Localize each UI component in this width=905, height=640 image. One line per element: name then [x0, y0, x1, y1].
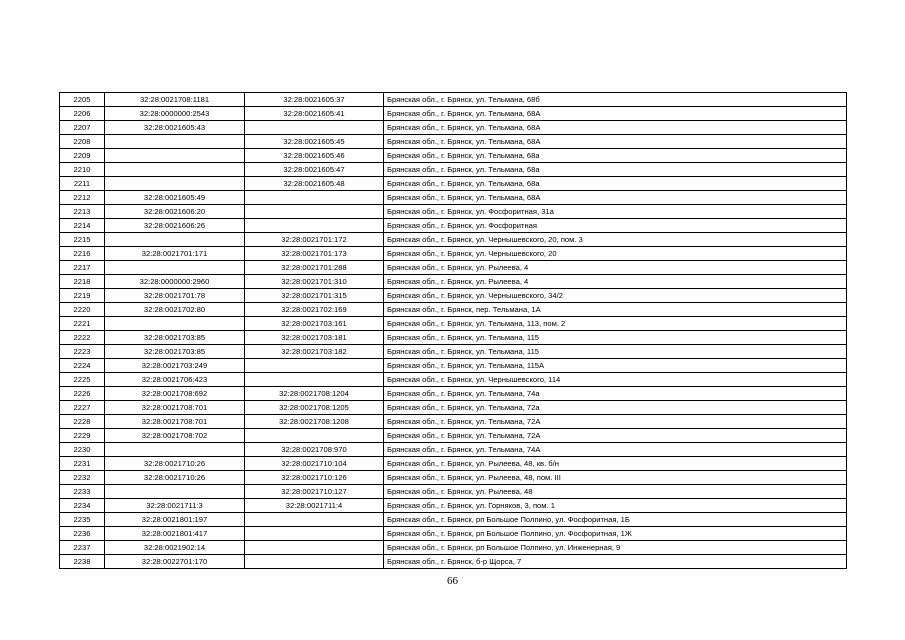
table-row — [60, 317, 847, 331]
row-number-cell: 2205 — [60, 93, 105, 107]
object-number-cell: 32:28:0021703:181 — [245, 331, 384, 345]
object-number-cell — [245, 541, 384, 555]
table-row — [60, 107, 847, 121]
table-row — [60, 387, 847, 401]
object-number-cell: 32:28:0021701:173 — [245, 247, 384, 261]
table-row — [60, 303, 847, 317]
table-row — [60, 527, 847, 541]
object-number-cell — [245, 373, 384, 387]
row-number-cell: 2227 — [60, 401, 105, 415]
table-body — [60, 93, 847, 569]
row-number-cell: 2206 — [60, 107, 105, 121]
address-cell: Брянская обл., г. Брянск, ул. Тельмана, 68А — [384, 121, 847, 135]
table-row — [60, 261, 847, 275]
address-cell: Брянская обл., г. Брянск, ул. Тельмана, 115 — [384, 331, 847, 345]
table-row — [60, 289, 847, 303]
object-number-cell: 32:28:0021605:37 — [245, 93, 384, 107]
row-number-cell: 2209 — [60, 149, 105, 163]
address-cell: Брянская обл., г. Брянск, ул. Чернышевского, 20 — [384, 247, 847, 261]
address-cell: Брянская обл., г. Брянск, пер. Тельмана, 1А — [384, 303, 847, 317]
address-cell: Брянская обл., г. Брянск, ул. Тельмана, 113, пом. 2 — [384, 317, 847, 331]
table-row — [60, 205, 847, 219]
table-row — [60, 541, 847, 555]
address-cell: Брянская обл., г. Брянск, рп Большое Полпино, ул. Фосфоритная, 1Ж — [384, 527, 847, 541]
cadastral-number-cell: 32:28:0021708:701 — [105, 415, 245, 429]
row-number-cell: 2216 — [60, 247, 105, 261]
row-number-cell: 2214 — [60, 219, 105, 233]
cadastral-number-cell: 32:28:0021701:78 — [105, 289, 245, 303]
object-number-cell — [245, 555, 384, 569]
address-cell: Брянская обл., г. Брянск, ул. Рылеева, 48, пом. III — [384, 471, 847, 485]
cadastral-number-cell: 32:28:0021708:701 — [105, 401, 245, 415]
table-row — [60, 247, 847, 261]
row-number-cell: 2236 — [60, 527, 105, 541]
table-row — [60, 135, 847, 149]
object-number-cell — [245, 219, 384, 233]
cadastral-number-cell: 32:28:0021703:85 — [105, 331, 245, 345]
cadastral-number-cell: 32:28:0021902:14 — [105, 541, 245, 555]
address-cell: Брянская обл., г. Брянск, ул. Тельмана, 115А — [384, 359, 847, 373]
address-cell: Брянская обл., г. Брянск, ул. Тельмана, 68а — [384, 149, 847, 163]
cadastral-number-cell: 32:28:0021606:26 — [105, 219, 245, 233]
address-cell: Брянская обл., г. Брянск, ул. Тельмана, 115 — [384, 345, 847, 359]
address-cell: Брянская обл., г. Брянск, рп Большое Полпино, ул. Фосфоритная, 1Б — [384, 513, 847, 527]
row-number-cell: 2230 — [60, 443, 105, 457]
object-number-cell — [245, 429, 384, 443]
page-number: 66 — [447, 575, 458, 587]
address-cell: Брянская обл., г. Брянск, ул. Тельмана, 68А — [384, 107, 847, 121]
table-row — [60, 149, 847, 163]
object-number-cell: 32:28:0021701:172 — [245, 233, 384, 247]
cadastral-number-cell: 32:28:0021801:417 — [105, 527, 245, 541]
table-row — [60, 429, 847, 443]
cadastral-number-cell — [105, 443, 245, 457]
object-number-cell: 32:28:0021605:47 — [245, 163, 384, 177]
cadastral-number-cell: 32:28:0000000:2960 — [105, 275, 245, 289]
table-row — [60, 555, 847, 569]
object-number-cell — [245, 121, 384, 135]
object-number-cell — [245, 513, 384, 527]
object-number-cell: 32:28:0021703:161 — [245, 317, 384, 331]
row-number-cell: 2231 — [60, 457, 105, 471]
object-number-cell: 32:28:0021605:41 — [245, 107, 384, 121]
cadastral-number-cell — [105, 135, 245, 149]
cadastral-number-cell: 32:28:0021708:692 — [105, 387, 245, 401]
object-number-cell: 32:28:0021708:1208 — [245, 415, 384, 429]
object-number-cell: 32:28:0021605:45 — [245, 135, 384, 149]
cadastral-number-cell: 32:28:0021801:197 — [105, 513, 245, 527]
table-row — [60, 499, 847, 513]
row-number-cell: 2210 — [60, 163, 105, 177]
object-number-cell: 32:28:0021710:126 — [245, 471, 384, 485]
address-cell: Брянская обл., г. Брянск, ул. Фосфоритная — [384, 219, 847, 233]
cadastral-number-cell: 32:28:0021708:1181 — [105, 93, 245, 107]
address-cell: Брянская обл., г. Брянск, рп Большое Полпино, ул. Инженерная, 9 — [384, 541, 847, 555]
row-number-cell: 2232 — [60, 471, 105, 485]
object-number-cell — [245, 191, 384, 205]
row-number-cell: 2212 — [60, 191, 105, 205]
address-cell: Брянская обл., г. Брянск, ул. Тельмана, 68А — [384, 191, 847, 205]
cadastral-number-cell — [105, 149, 245, 163]
cadastral-number-cell: 32:28:0022701:170 — [105, 555, 245, 569]
object-number-cell: 32:28:0021708:970 — [245, 443, 384, 457]
cadastral-table — [59, 92, 847, 569]
address-cell: Брянская обл., г. Брянск, б-р Щорса, 7 — [384, 555, 847, 569]
object-number-cell: 32:28:0021702:169 — [245, 303, 384, 317]
address-cell: Брянская обл., г. Брянск, ул. Тельмана, 68а — [384, 177, 847, 191]
row-number-cell: 2223 — [60, 345, 105, 359]
row-number-cell: 2238 — [60, 555, 105, 569]
table-row — [60, 191, 847, 205]
address-cell: Брянская обл., г. Брянск, ул. Тельмана, 68А — [384, 135, 847, 149]
object-number-cell: 32:28:0021703:182 — [245, 345, 384, 359]
row-number-cell: 2233 — [60, 485, 105, 499]
cadastral-number-cell — [105, 163, 245, 177]
cadastral-number-cell: 32:28:0021706:423 — [105, 373, 245, 387]
address-cell: Брянская обл., г. Брянск, ул. Тельмана, 68б — [384, 93, 847, 107]
table-row — [60, 345, 847, 359]
row-number-cell: 2211 — [60, 177, 105, 191]
address-cell: Брянская обл., г. Брянск, ул. Рылеева, 48, кв. б/н — [384, 457, 847, 471]
address-cell: Брянская обл., г. Брянск, ул. Чернышевского, 20, пом. 3 — [384, 233, 847, 247]
cadastral-number-cell — [105, 233, 245, 247]
table-row — [60, 415, 847, 429]
object-number-cell: 32:28:0021701:315 — [245, 289, 384, 303]
cadastral-number-cell: 32:28:0021708:702 — [105, 429, 245, 443]
cadastral-number-cell: 32:28:0021710:26 — [105, 471, 245, 485]
cadastral-number-cell: 32:28:0021711:3 — [105, 499, 245, 513]
row-number-cell: 2237 — [60, 541, 105, 555]
cadastral-number-cell — [105, 317, 245, 331]
row-number-cell: 2222 — [60, 331, 105, 345]
table-row — [60, 485, 847, 499]
table-row — [60, 219, 847, 233]
object-number-cell — [245, 359, 384, 373]
cadastral-number-cell: 32:28:0021702:80 — [105, 303, 245, 317]
table-row — [60, 373, 847, 387]
table-row — [60, 401, 847, 415]
object-number-cell: 32:28:0021605:46 — [245, 149, 384, 163]
row-number-cell: 2217 — [60, 261, 105, 275]
cadastral-number-cell: 32:28:0021703:249 — [105, 359, 245, 373]
table-row — [60, 331, 847, 345]
object-number-cell: 32:28:0021605:48 — [245, 177, 384, 191]
row-number-cell: 2207 — [60, 121, 105, 135]
row-number-cell: 2234 — [60, 499, 105, 513]
table-row — [60, 513, 847, 527]
cadastral-number-cell: 32:28:0021605:43 — [105, 121, 245, 135]
table-row — [60, 163, 847, 177]
cadastral-number-cell: 32:28:0021710:26 — [105, 457, 245, 471]
address-cell: Брянская обл., г. Брянск, ул. Тельмана, 72А — [384, 415, 847, 429]
object-number-cell: 32:28:0021708:1205 — [245, 401, 384, 415]
address-cell: Брянская обл., г. Брянск, ул. Чернышевского, 34/2 — [384, 289, 847, 303]
table-row — [60, 359, 847, 373]
address-cell: Брянская обл., г. Брянск, ул. Тельмана, 68а — [384, 163, 847, 177]
address-cell: Брянская обл., г. Брянск, ул. Рылеева, 48 — [384, 485, 847, 499]
object-number-cell: 32:28:0021701:288 — [245, 261, 384, 275]
object-number-cell — [245, 205, 384, 219]
table-row — [60, 177, 847, 191]
object-number-cell: 32:28:0021708:1204 — [245, 387, 384, 401]
row-number-cell: 2224 — [60, 359, 105, 373]
row-number-cell: 2213 — [60, 205, 105, 219]
cadastral-number-cell: 32:28:0021606:20 — [105, 205, 245, 219]
row-number-cell: 2235 — [60, 513, 105, 527]
row-number-cell: 2229 — [60, 429, 105, 443]
cadastral-number-cell: 32:28:0021701:171 — [105, 247, 245, 261]
row-number-cell: 2208 — [60, 135, 105, 149]
address-cell: Брянская обл., г. Брянск, ул. Тельмана, 74А — [384, 443, 847, 457]
row-number-cell: 2228 — [60, 415, 105, 429]
row-number-cell: 2225 — [60, 373, 105, 387]
object-number-cell: 32:28:0021710:104 — [245, 457, 384, 471]
cadastral-number-cell — [105, 177, 245, 191]
address-cell: Брянская обл., г. Брянск, ул. Тельмана, 74а — [384, 387, 847, 401]
cadastral-number-cell: 32:28:0021605:49 — [105, 191, 245, 205]
row-number-cell: 2219 — [60, 289, 105, 303]
address-cell: Брянская обл., г. Брянск, ул. Рылеева, 4 — [384, 261, 847, 275]
cadastral-number-cell — [105, 261, 245, 275]
row-number-cell: 2221 — [60, 317, 105, 331]
address-cell: Брянская обл., г. Брянск, ул. Рылеева, 4 — [384, 275, 847, 289]
row-number-cell: 2226 — [60, 387, 105, 401]
table-row — [60, 275, 847, 289]
object-number-cell: 32:28:0021701:310 — [245, 275, 384, 289]
address-cell: Брянская обл., г. Брянск, ул. Тельмана, 72А — [384, 429, 847, 443]
cadastral-number-cell — [105, 485, 245, 499]
table-row — [60, 457, 847, 471]
row-number-cell: 2220 — [60, 303, 105, 317]
address-cell: Брянская обл., г. Брянск, ул. Горняков, 3, пом. 1 — [384, 499, 847, 513]
table-row — [60, 93, 847, 107]
row-number-cell: 2218 — [60, 275, 105, 289]
object-number-cell: 32:28:0021711:4 — [245, 499, 384, 513]
address-cell: Брянская обл., г. Брянск, ул. Чернышевского, 114 — [384, 373, 847, 387]
table-row — [60, 443, 847, 457]
table-row — [60, 121, 847, 135]
row-number-cell: 2215 — [60, 233, 105, 247]
cadastral-number-cell: 32:28:0021703:85 — [105, 345, 245, 359]
address-cell: Брянская обл., г. Брянск, ул. Тельмана, 72а — [384, 401, 847, 415]
object-number-cell: 32:28:0021710:127 — [245, 485, 384, 499]
object-number-cell — [245, 527, 384, 541]
table-row — [60, 471, 847, 485]
cadastral-number-cell: 32:28:0000000:2543 — [105, 107, 245, 121]
table-row — [60, 233, 847, 247]
address-cell: Брянская обл., г. Брянск, ул. Фосфоритная, 31а — [384, 205, 847, 219]
